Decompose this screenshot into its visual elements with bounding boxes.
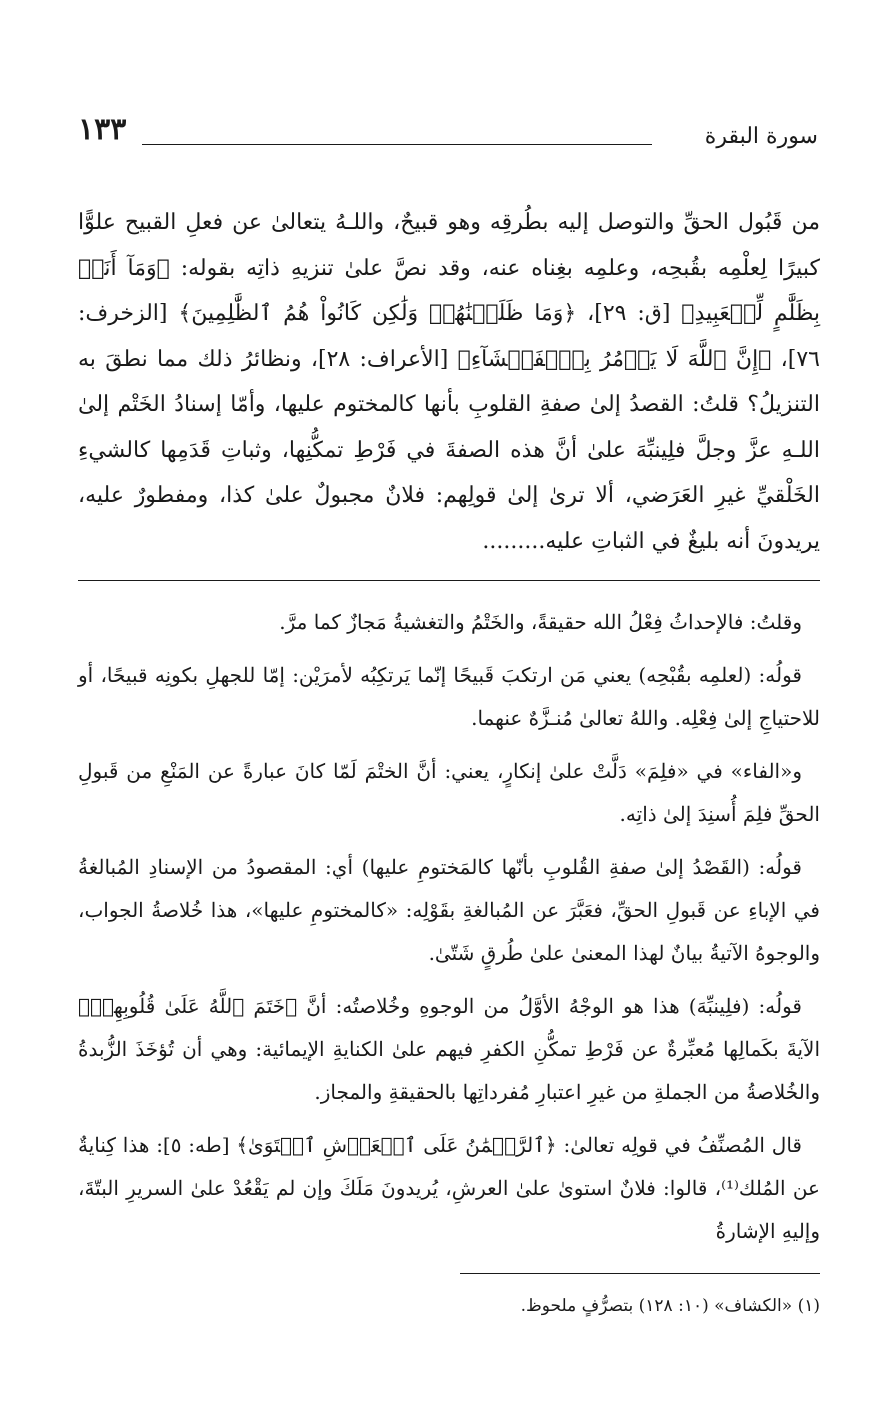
commentary-paragraph: قال المُصنِّفُ في قولِه تعالىٰ: ﴿ٱلرَّحۡمَٰنُ عَلَى ٱلۡعَرۡشِ ٱسۡتَوَىٰ﴾ [طه: ٥]: هذا كِنايةٌ عن المُلك⁽¹⁾، قالوا: فلانٌ استوىٰ علىٰ العرشِ، يُريدونَ مَلَكَ وإن لم يَقْعُدْ علىٰ السريرِ البتّةَ، وإليهِ الإشارةُ [78,1133,820,1243]
page-header [78,110,820,160]
page-number: ١٣٣ [78,112,127,147]
main-paragraph: من قَبُول الحقِّ والتوصل إليه بطُرقِه وهو قبيحٌ، واللـهُ يتعالىٰ عن فعلِ القبيح علوًّا كبيرًا لِعلْمِه بقُبحِه، وعلمِه بغِناه عنه، وقد نصَّ علىٰ تنزيهِ ذاتِه بقوله: ﴿وَمَآ أَنَا۠ بِظَلَّٰمٍ لِّلۡعَبِيدِ﴾ [ق: ٢٩]، ﴿وَمَا ظَلَمۡنَٰهُمۡ وَلَٰكِن كَانُواْ هُمُ ٱلظَّٰلِمِينَ﴾ [الزخرف: ٧٦]، ﴿إِنَّ ٱللَّهَ لَا يَأۡمُرُ بِٱلۡفَحۡشَآءِ﴾ [الأعراف: ٢٨]، ونظائرُ ذلك مما نطقَ به التنزيلُ؟ قلتُ: القصدُ إلىٰ صفةِ القلوبِ بأنها كالمختوم عليها، وأمّا إسنادُ الخَتْم إلىٰ اللـهِ عزَّ وجلَّ فلِينبِّهَ علىٰ أنَّ هذه الصفةَ في فَرْطِ تمكُّنِها، وثباتِ قَدَمِها كالشيءِ الخَلْقيِّ غيرِ العَرَضي، ألا ترىٰ إلىٰ قولِهم: فلانٌ مجبولٌ علىٰ كذا، ومفطورٌ عليه، يريدونَ أنه بليغٌ في الثباتِ عليه......... [78,210,820,554]
commentary-paragraph: قولُه: (فلِينبِّهَ) هذا هو الوجْهُ الأوَّلُ من الوجوهِ وخُلاصتُه: أنَّ ﴿خَتَمَ ٱللَّهُ عَلَىٰ قُلُوبِهِمۡ﴾ الآيةَ بكَمالِها مُعبِّرةٌ عن فَرْطِ تمكُّنِ الكفرِ فيهم علىٰ الكنايةِ الإيمائية: وهي أن تُؤخَذَ الزُّبدةُ والخُلاصةُ من الجملةِ من غيرِ اعتبارِ مُفرداتِها بالحقيقةِ والمجاز. [78,994,820,1104]
commentary [78,601,820,1253]
footnotes [78,1292,820,1320]
footnote: (١) «الكشاف» (١٠: ١٢٨) بتصرُّفٍ ملحوظ. [520,1296,820,1316]
footnote-divider [460,1273,820,1274]
commentary-paragraph: قولُه: (القَصْدُ إلىٰ صفةِ القُلوبِ بأنّها كالمَختومِ عليها) أي: المقصودُ من الإسنادِ المُبالغةُ في الإباءِ عن قَبولِ الحقِّ، فعَبَّرَ عن المُبالغةِ بقَوْلِه: «كالمختومِ عليها»، هذا خُلاصةُ الجواب، والوجوهُ الآتيةُ بيانٌ لهذا المعنىٰ علىٰ طُرقٍ شَتّىٰ. [78,855,820,965]
commentary-paragraph: وقلتُ: فالإحداثُ فِعْلُ الله حقيقةً، والخَتْمُ والتغشيةُ مَجازٌ كما مرَّ. [279,610,802,634]
running-title: سورة البقرة [704,124,818,149]
main-text-divider [78,580,820,581]
main-text [78,200,820,564]
book-page [78,110,820,1320]
header-rule [142,144,652,145]
commentary-paragraph: و«الفاء» في «فلِمَ» دَلَّتْ علىٰ إنكارٍ، يعني: أنَّ الختْمَ لَمّا كانَ عبارةً عن المَنْعِ من قَبولِ الحقِّ فلِمَ أُسنِدَ إلىٰ ذاتِه. [78,759,820,826]
commentary-paragraph: قولُه: (لعلمِه بقُبْحِه) يعني مَن ارتكبَ قَبيحًا إنّما يَرتكِبُه لأمرَيْن: إمّا للجهلِ بكونِه قبيحًا، أو للاحتياجِ إلىٰ فِعْلِه. واللهُ تعالىٰ مُنـزَّهٌ عنهما. [78,663,820,730]
